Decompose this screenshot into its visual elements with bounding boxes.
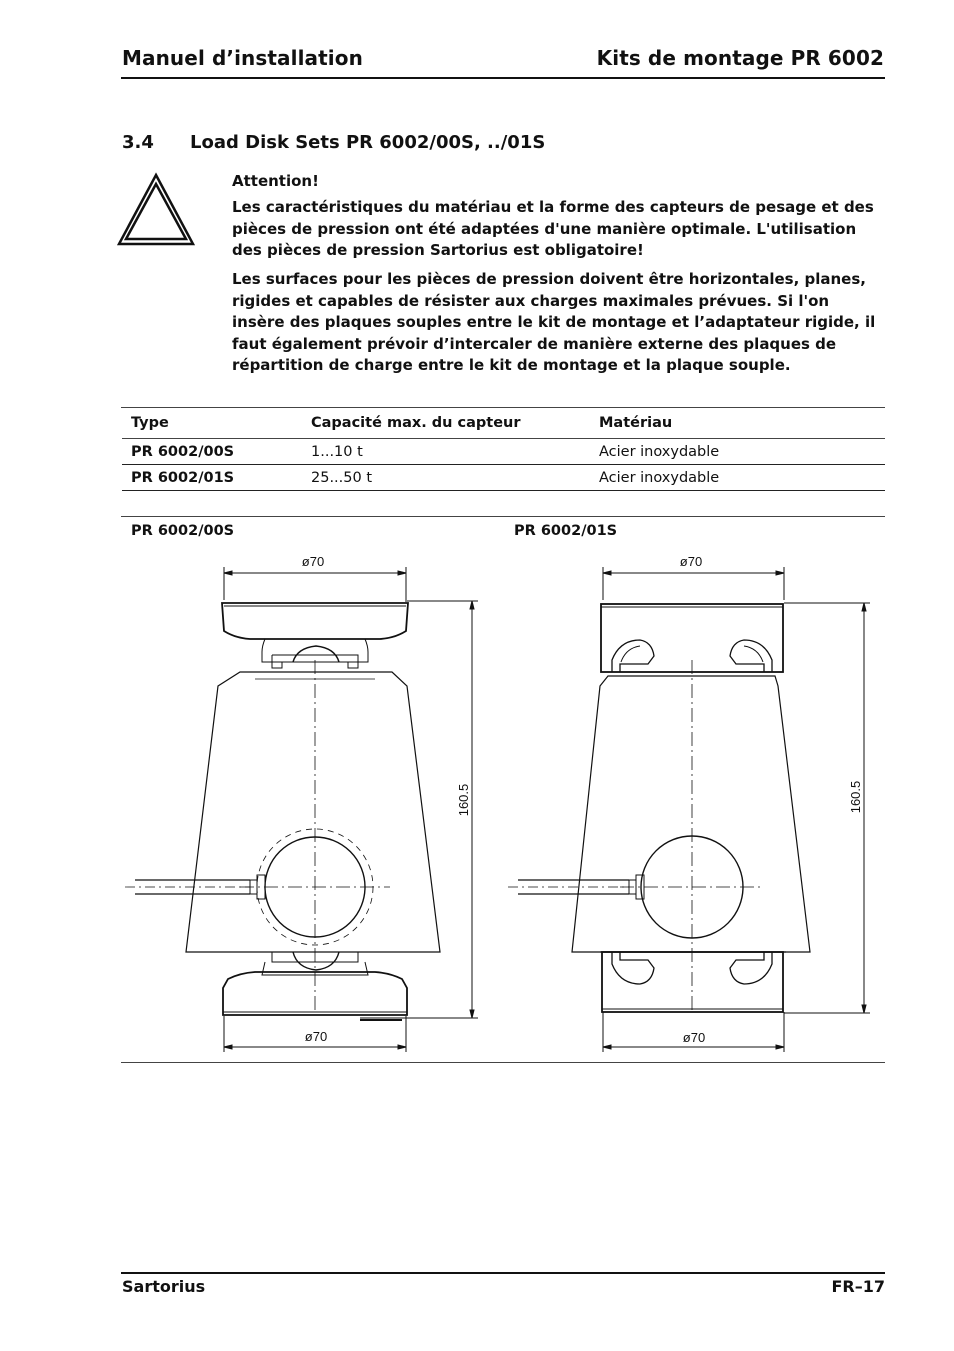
dim-left-bottom: ø70 <box>304 1029 328 1044</box>
figure-top-rule <box>121 516 885 517</box>
table-cell-capacity: 1...10 t <box>302 439 590 465</box>
table-cell-type: PR 6002/00S <box>122 439 302 465</box>
table-header-material: Matériau <box>590 407 885 439</box>
figure-bottom-rule <box>121 1062 885 1063</box>
table-header-type: Type <box>122 407 302 439</box>
attention-paragraph-2: Les surfaces pour les pièces de pression doivent être horizontales, planes, rigides et capables de résister aux charges maximales prévues. Si l'on insère des plaques souples entre le kit de montage et l’adaptateur rigide, il faut également prévoir d’intercaler de manière externe des plaques de répartition de charge entre le kit de montage et la plaque souple. <box>232 270 876 375</box>
table-cell-material: Acier inoxydable <box>590 439 885 465</box>
drawing-pr6002-00s <box>125 567 478 1052</box>
table-cell-type: PR 6002/01S <box>122 465 302 491</box>
table-header-capacity: Capacité max. du capteur <box>302 407 590 439</box>
table-cell-material: Acier inoxydable <box>590 465 885 491</box>
technical-drawing <box>122 545 885 1060</box>
header-right-title: Kits de montage PR 6002 <box>596 46 884 70</box>
header-rule <box>121 77 885 79</box>
figure-left-label: PR 6002/00S <box>131 523 235 539</box>
section-number: 3.4 <box>122 132 154 153</box>
table-row <box>122 465 885 491</box>
attention-heading: Attention! <box>232 172 319 190</box>
dim-right-bottom: ø70 <box>682 1030 706 1045</box>
warning-triangle-icon <box>117 172 195 246</box>
dim-right-height: 160.5 <box>848 780 863 814</box>
dim-left-top: ø70 <box>301 554 325 569</box>
dim-left-height: 160.5 <box>456 783 471 817</box>
table-header-row <box>122 407 885 439</box>
spec-table <box>122 407 885 491</box>
header-left-title: Manuel d’installation <box>122 46 363 70</box>
footer-brand: Sartorius <box>122 1277 206 1296</box>
figure-right-label: PR 6002/01S <box>514 523 618 539</box>
drawing-pr6002-01s <box>508 567 870 1052</box>
section-title: Load Disk Sets PR 6002/00S, ../01S <box>190 132 546 153</box>
footer-page-number: FR–17 <box>831 1277 885 1296</box>
table-row <box>122 439 885 465</box>
section-heading <box>122 132 545 153</box>
dim-right-top: ø70 <box>679 554 703 569</box>
footer-rule <box>121 1272 885 1274</box>
attention-paragraph-1: Les caractéristiques du matériau et la forme des capteurs de pesage et des pièces de pression ont été adaptées d'une manière optimale. L'utilisation des pièces de pression Sartorius est obligatoire! <box>232 198 874 260</box>
table-cell-capacity: 25...50 t <box>302 465 590 491</box>
